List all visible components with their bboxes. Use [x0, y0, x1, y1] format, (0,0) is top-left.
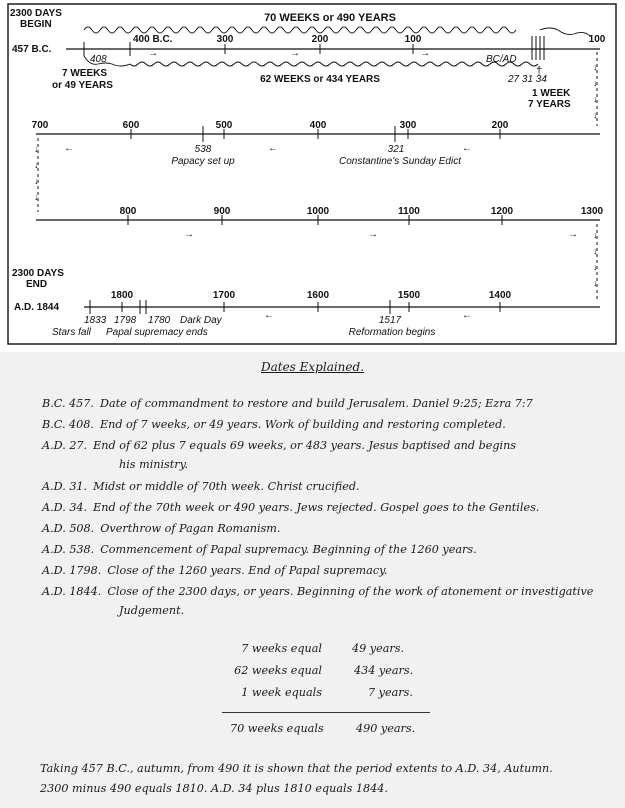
r3-label-1100: 1100	[398, 206, 420, 217]
entry-date: A.D. 31.	[42, 480, 88, 493]
timeline-svg	[0, 0, 625, 352]
entry-date: B.C. 457.	[42, 397, 94, 410]
svg-text:↓: ↓	[34, 192, 39, 202]
sixtytwo-weeks-title: 62 WEEKS or 434 YEARS	[260, 74, 380, 85]
svg-text:↓: ↓	[593, 230, 598, 240]
start-457-label: 457 B.C.	[12, 44, 52, 55]
r3-label-1200: 1200	[490, 206, 514, 217]
r2-label-500: 500	[215, 120, 233, 131]
entry-date: A.D. 508.	[42, 522, 95, 535]
constantine-edict: Constantine's Sunday Edict	[339, 156, 461, 167]
dates-explained-section	[0, 352, 625, 808]
footer-line-2: 2300 minus 490 equals 1810. A.D. 34 plus 1810 equals 1844.	[40, 782, 388, 795]
down-arrows-right-2	[593, 224, 598, 300]
entry-date: A.D. 538.	[42, 543, 95, 556]
svg-text:↓: ↓	[593, 262, 598, 272]
label-321: 321	[387, 144, 405, 155]
r4-label-1500: 1500	[397, 290, 421, 301]
arrow-r2-c: ←	[462, 143, 472, 154]
arrow-r1-c: →	[420, 48, 430, 59]
begin-label-line1: 2300 DAYS	[10, 8, 62, 19]
entry-ad1844-cont: Judgement.	[119, 604, 185, 617]
svg-text:↓: ↓	[593, 110, 598, 120]
total-right: 490 years.	[356, 722, 416, 735]
r3-label-800: 800	[119, 206, 137, 217]
entry-ad1844	[42, 585, 593, 599]
reformation-begins-label: Reformation begins	[348, 327, 436, 338]
entry-text: End of 62 plus 7 equals 69 weeks, or 483 years. Jesus baptised and begins	[93, 439, 517, 452]
seven-weeks-line1: 7 WEEKS	[62, 68, 108, 79]
arrow-r4-b: ←	[462, 310, 472, 321]
brace-top-end	[540, 28, 590, 36]
papacy-set-up: Papacy set up	[171, 156, 235, 167]
label-408: 408	[90, 54, 107, 65]
svg-text:↓: ↓	[593, 78, 598, 88]
r2-label-400: 400	[309, 120, 327, 131]
equiv-right: 434 years.	[354, 664, 414, 677]
svg-text:↓: ↓	[593, 278, 598, 288]
brace-top	[84, 27, 516, 33]
entry-text: Date of commandment to restore and build Jerusalem. Daniel 9:25; Ezra 7:7	[99, 397, 533, 410]
entry-date: A.D. 1798.	[42, 564, 102, 577]
tick-label-200: 200	[311, 34, 329, 45]
entry-text: Close of the 1260 years. End of Papal supremacy.	[107, 564, 388, 577]
r3-label-1300: 1300	[580, 206, 604, 217]
entry-text: Commencement of Papal supremacy. Beginning of the 1260 years.	[100, 543, 477, 556]
cross-icon: †	[536, 65, 543, 77]
arrow-r1-b: →	[290, 48, 300, 59]
tick-label-100: 100	[404, 34, 422, 45]
entry-text: End of the 70th week or 490 years. Jews rejected. Gospel goes to the Gentiles.	[93, 501, 540, 514]
entry-text: Overthrow of Pagan Romanism.	[100, 522, 281, 535]
begin-label-line2: BEGIN	[20, 19, 52, 30]
seventy-weeks-title: 70 WEEKS or 490 YEARS	[264, 12, 396, 24]
r3-label-1000: 1000	[306, 206, 330, 217]
r2-label-300: 300	[399, 120, 417, 131]
equiv-right: 7 years.	[368, 686, 413, 699]
end-label-line2: END	[26, 279, 48, 290]
tick-label-400bc: 400 B.C.	[133, 34, 173, 45]
footer-line-1: Taking 457 B.C., autumn, from 490 it is shown that the period extents to A.D. 34, Autumn.	[40, 762, 553, 775]
one-week-line2: 7 YEARS	[528, 99, 571, 110]
svg-text:↓: ↓	[593, 246, 598, 256]
arrow-r3-b: →	[368, 229, 378, 240]
tick-label-100ad: 100	[588, 34, 606, 45]
r4-label-1700: 1700	[212, 290, 236, 301]
equiv-left: 62 weeks equal	[234, 664, 322, 677]
label-1798: 1798	[114, 315, 137, 326]
label-bcad: BC/AD	[486, 54, 517, 65]
arrow-r3-c: →	[568, 229, 578, 240]
one-week-line1: 1 WEEK	[532, 88, 571, 99]
r2-label-200: 200	[491, 120, 509, 131]
svg-text:↓: ↓	[34, 144, 39, 154]
equiv-left: 7 weeks equal	[241, 642, 322, 655]
end-label-line1: 2300 DAYS	[12, 268, 64, 279]
down-arrows-left	[34, 138, 39, 212]
svg-text:↓: ↓	[34, 176, 39, 186]
arrow-r1-a: →	[148, 48, 158, 59]
svg-text:↓: ↓	[34, 160, 39, 170]
label-1833: 1833	[84, 315, 107, 326]
label-1517: 1517	[378, 315, 402, 326]
timeline-chart	[0, 0, 625, 352]
r3-label-900: 900	[213, 206, 231, 217]
entry-ad31	[42, 480, 360, 494]
label-538: 538	[194, 144, 212, 155]
papal-supremacy-ends-label: Papal supremacy ends	[106, 327, 208, 338]
label-1780: 1780	[148, 315, 171, 326]
seven-weeks-line2: or 49 YEARS	[52, 80, 113, 91]
tick-label-300: 300	[216, 34, 234, 45]
entry-ad27	[42, 439, 516, 453]
equiv-right: 49 years.	[352, 642, 405, 655]
dates-explained-title: Dates Explained.	[260, 360, 365, 374]
entry-ad34	[42, 501, 539, 515]
svg-text:↓: ↓	[593, 62, 598, 72]
entry-text: End of 7 weeks, or 49 years. Work of building and restoring completed.	[99, 418, 506, 431]
entry-ad508	[42, 522, 280, 536]
years-27-31-34: 27 31 34	[508, 74, 547, 85]
brace-bottom	[130, 62, 538, 66]
entry-text: Close of the 2300 days, or years. Beginning of the work of atonement or investigative	[107, 585, 594, 598]
entry-date: B.C. 408.	[42, 418, 94, 431]
r2-label-700: 700	[31, 120, 49, 131]
table-divider	[222, 712, 430, 713]
entry-ad538	[42, 543, 477, 557]
entry-ad27-cont: his ministry.	[119, 458, 189, 471]
r4-label-1800: 1800	[110, 290, 134, 301]
entry-ad1798	[42, 564, 388, 578]
r2-label-600: 600	[122, 120, 140, 131]
ad1844-label: A.D. 1844	[14, 302, 60, 313]
entry-text: Midst or middle of 70th week. Christ crucified.	[93, 480, 360, 493]
entry-date: A.D. 27.	[42, 439, 88, 452]
arrow-r2-a: ←	[64, 143, 74, 154]
entry-date: A.D. 34.	[42, 501, 88, 514]
svg-text:↓: ↓	[593, 94, 598, 104]
total-left: 70 weeks equals	[230, 722, 324, 735]
r4-label-1400: 1400	[488, 290, 512, 301]
arrow-r2-b: ←	[268, 143, 278, 154]
r4-label-1600: 1600	[306, 290, 330, 301]
equiv-left: 1 week equals	[241, 686, 322, 699]
entry-date: A.D. 1844.	[42, 585, 102, 598]
dark-day-label: Dark Day	[180, 315, 222, 326]
stars-fall-label: Stars fall	[52, 327, 91, 338]
entry-bc457	[42, 397, 533, 411]
arrow-r3-a: →	[184, 229, 194, 240]
entry-bc408	[42, 418, 506, 432]
down-arrows-right-1	[593, 52, 598, 126]
arrow-r4-a: ←	[264, 310, 274, 321]
